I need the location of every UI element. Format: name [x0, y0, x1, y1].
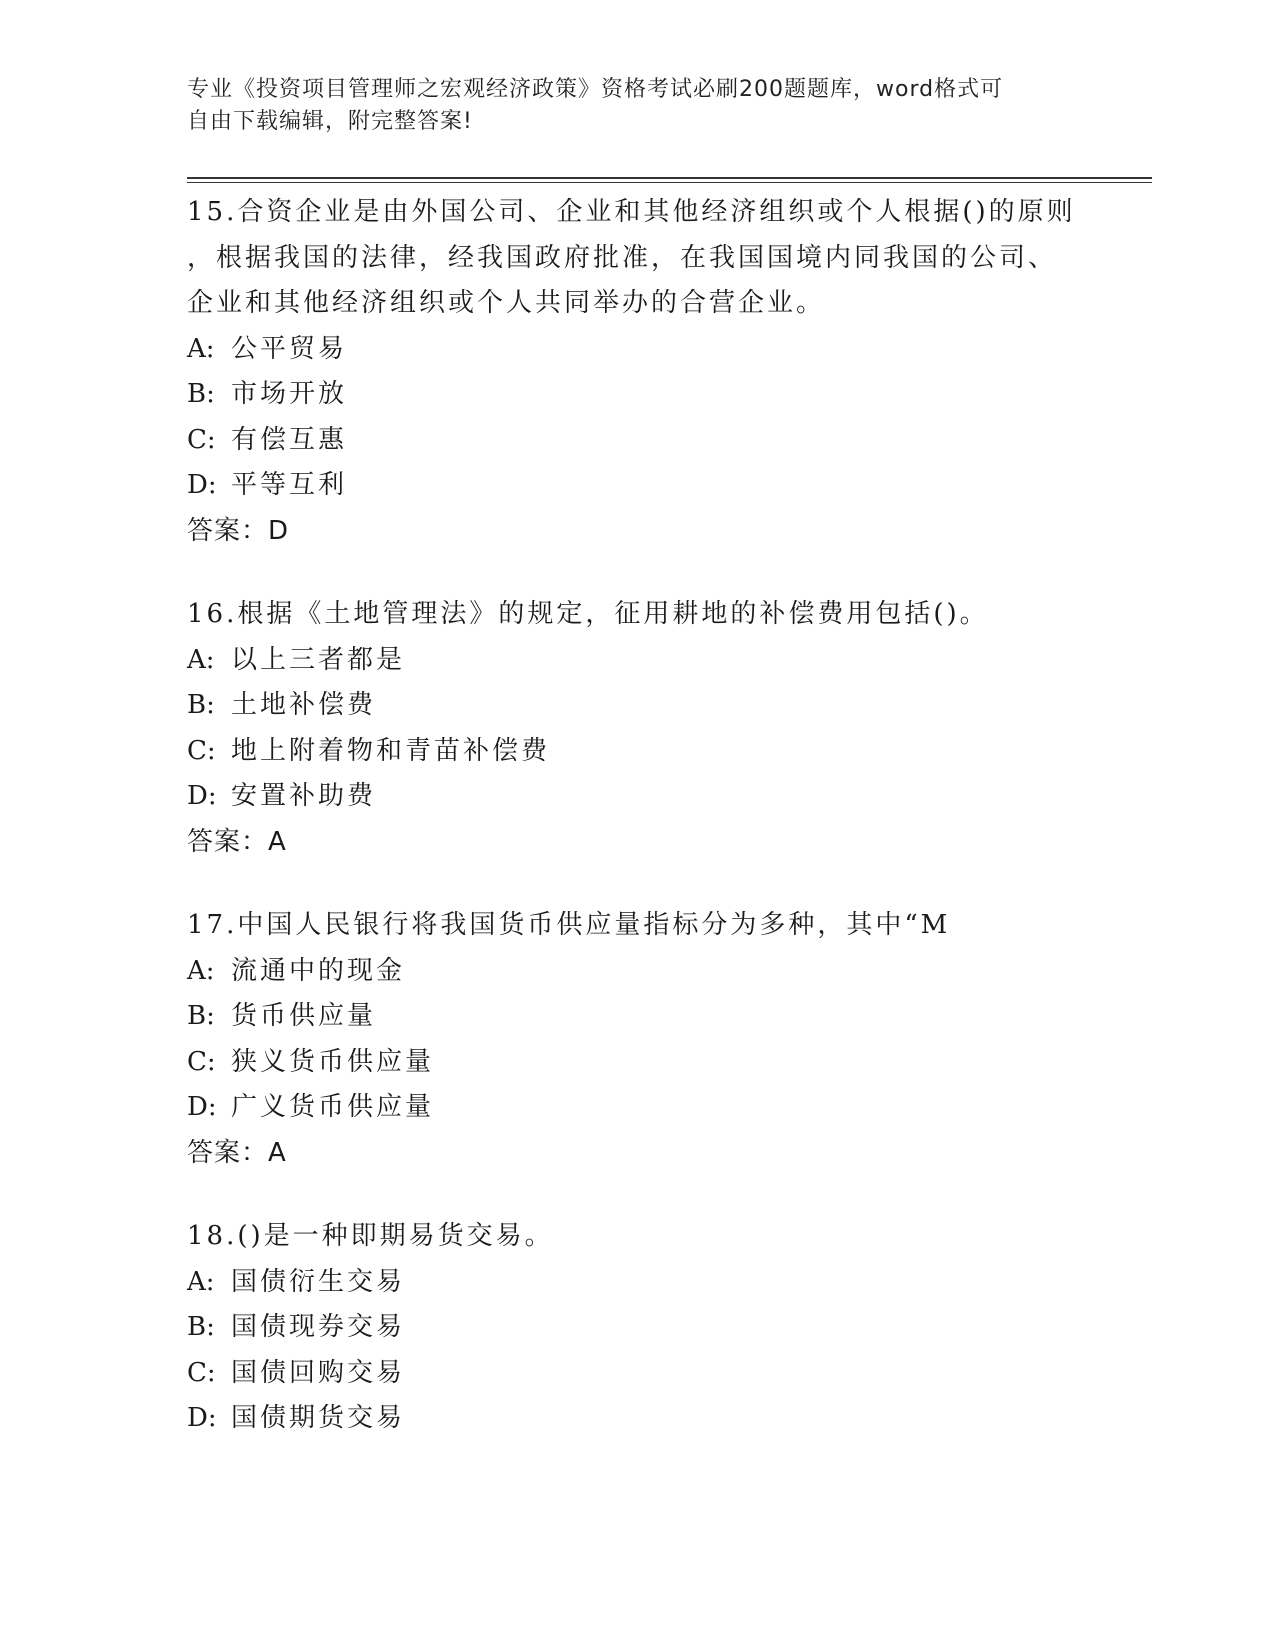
question-stem-line: 15.合资企业是由外国公司、企业和其他经济组织或个人根据()的原则 — [187, 197, 1076, 227]
option-text: 广义货币供应量 — [231, 1092, 435, 1122]
option-letter: D: — [187, 1403, 217, 1433]
option-letter: A: — [187, 1266, 215, 1297]
option-d — [187, 1396, 1087, 1442]
option-text: 平等互利 — [231, 470, 348, 500]
option-text: 国债现券交易 — [231, 1312, 406, 1342]
option-b — [187, 683, 1087, 729]
option-text: 国债衍生交易 — [231, 1266, 406, 1297]
option-b — [187, 994, 1087, 1040]
option-letter: C: — [187, 1357, 216, 1388]
question-list — [187, 190, 1087, 1480]
answer-line: 答案：A — [187, 1137, 287, 1168]
option-letter: C: — [187, 1046, 216, 1077]
option-text: 狭义货币供应量 — [231, 1046, 435, 1077]
option-text: 市场开放 — [231, 379, 348, 409]
option-letter: A: — [187, 955, 215, 986]
option-letter: B: — [187, 690, 215, 720]
option-c — [187, 1040, 1087, 1086]
option-letter: B: — [187, 379, 215, 409]
option-a — [187, 327, 1087, 373]
option-text: 安置补助费 — [231, 781, 377, 811]
option-text: 流通中的现金 — [231, 955, 406, 986]
option-text: 以上三者都是 — [231, 644, 406, 675]
option-letter: D: — [187, 1092, 217, 1122]
option-text: 地上附着物和青苗补偿费 — [231, 735, 551, 766]
option-d — [187, 774, 1087, 820]
document-header — [187, 74, 1087, 138]
option-letter: D: — [187, 781, 217, 811]
option-letter: A: — [187, 333, 215, 364]
option-text: 国债回购交易 — [231, 1357, 406, 1388]
option-c — [187, 418, 1087, 464]
option-letter: B: — [187, 1001, 215, 1031]
question-stem-line: ，根据我国的法律，经我国政府批准，在我国国境内同我国的公司、 — [187, 242, 1058, 273]
option-text: 货币供应量 — [231, 1001, 377, 1031]
answer-line: 答案：A — [187, 826, 287, 857]
option-d — [187, 463, 1087, 509]
option-b — [187, 372, 1087, 418]
question-stem-line: 16.根据《土地管理法》的规定，征用耕地的补偿费用包括()。 — [187, 599, 989, 629]
option-text: 国债期货交易 — [231, 1403, 406, 1433]
header-line-1: 专业《投资项目管理师之宏观经济政策》资格考试必刷200题题库，word格式可 — [187, 77, 1004, 102]
option-letter: B: — [187, 1312, 215, 1342]
option-b — [187, 1305, 1087, 1351]
question-18 — [187, 1214, 1087, 1442]
header-line-2: 自由下载编辑，附完整答案! — [187, 109, 473, 134]
option-text: 土地补偿费 — [231, 690, 377, 720]
question-stem-line: 17.中国人民银行将我国货币供应量指标分为多种，其中“M — [187, 910, 951, 940]
answer-line: 答案：D — [187, 515, 290, 546]
option-letter: D: — [187, 470, 217, 500]
header-rule-thick — [187, 177, 1152, 179]
question-17 — [187, 903, 1087, 1176]
option-c — [187, 1351, 1087, 1397]
option-letter: A: — [187, 644, 215, 675]
option-a — [187, 638, 1087, 684]
option-text: 有偿互惠 — [231, 424, 348, 455]
option-c — [187, 729, 1087, 775]
question-stem-line: 18.()是一种即期易货交易。 — [187, 1221, 554, 1251]
question-16 — [187, 592, 1087, 865]
option-d — [187, 1085, 1087, 1131]
header-rule-thin — [187, 182, 1152, 183]
option-letter: C: — [187, 735, 216, 766]
option-text: 公平贸易 — [231, 333, 348, 364]
option-a — [187, 949, 1087, 995]
option-a — [187, 1260, 1087, 1306]
question-15 — [187, 190, 1087, 554]
question-stem-line: 企业和其他经济组织或个人共同举办的合营企业。 — [187, 288, 826, 318]
option-letter: C: — [187, 424, 216, 455]
